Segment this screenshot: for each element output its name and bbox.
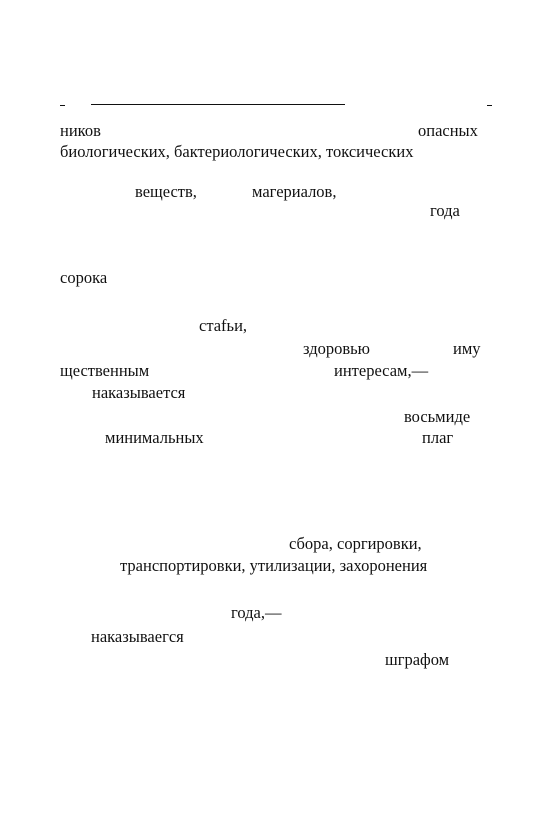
text-word: веществ,	[135, 182, 197, 201]
text-line: транспортировки, утилизации, захоронения	[120, 556, 428, 575]
text-word: шграфом	[385, 650, 450, 669]
text-word: наказывается	[92, 383, 186, 402]
text-word: плаг	[422, 428, 454, 447]
text-word: года	[430, 201, 460, 220]
text-word: опасных	[418, 121, 478, 140]
text-word: магериалов,	[252, 182, 337, 201]
text-word: здоровью	[303, 339, 371, 358]
text-word: сбора, соргировки,	[289, 534, 422, 553]
text-word: сорока	[60, 268, 108, 287]
text-word: ников	[60, 121, 101, 140]
left-dash	[60, 105, 65, 106]
text-word: года,—	[231, 603, 282, 622]
text-word: щественным	[60, 361, 150, 380]
text-word: иму	[453, 339, 481, 358]
text-word: минимальных	[105, 428, 204, 447]
text-word: наказываегся	[91, 627, 184, 646]
top-rule	[91, 104, 345, 105]
right-dash	[487, 105, 492, 106]
text-line: биологических, бактериологических, токсических	[60, 142, 414, 161]
text-word: интересам,—	[334, 361, 429, 380]
text-word: восьмиде	[404, 407, 471, 426]
text-word: стаfьи,	[199, 316, 248, 335]
